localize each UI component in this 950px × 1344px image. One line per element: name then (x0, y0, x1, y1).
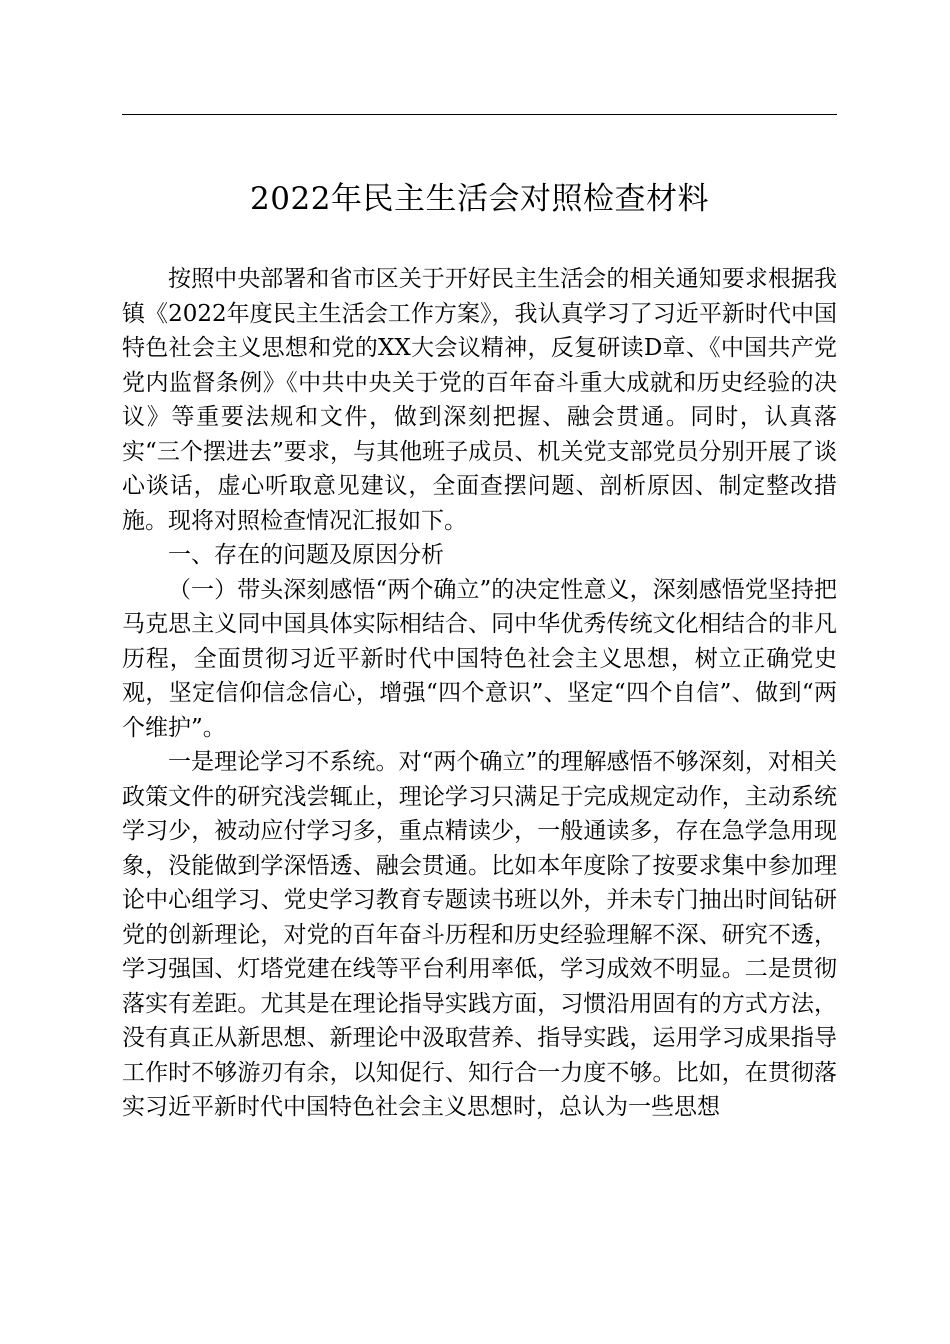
document-body (122, 262, 837, 1125)
section-heading: 一、存在的问题及原因分析 (168, 542, 444, 568)
header-rule (122, 114, 837, 115)
subsection-heading: （一）带头深刻感悟“两个确立”的决定性意义，深刻感悟党坚持把马克思主义同中国具体实际相结合、同中华优秀传统文化相结合的非凡历程，全面贯彻习近平新时代中国特色社会主义思想，树立正确党史观，坚定信仰信念信心，增强“四个意识”、坚定“四个自信”、做到“两个维护”。 (122, 576, 837, 741)
paragraph-intro: 按照中央部署和省市区关于开好民主生活会的相关通知要求根据我镇《2022年度民主生活会工作方案》，我认真学习了习近平新时代中国特色社会主义思想和党的XX大会议精神，反复研读D章、《中国共产党党内监督条例》《中共中央关于党的百年奋斗重大成就和历史经验的决议》等重要法规和文件，做到深刻把握、融会贯通。同时，认真落实“三个摆进去”要求，与其他班子成员、机关党支部党员分别开展了谈心谈话，虚心听取意见建议，全面查摆问题、剖析原因、制定整改措施。现将对照检查情况汇报如下。 (122, 266, 837, 534)
paragraph-analysis: 一是理论学习不系统。对“两个确立”的理解感悟不够深刻，对相关政策文件的研究浅尝辄止，理论学习只满足于完成规定动作，主动系统学习少，被动应付学习多，重点精读少，一般通读多，存在急学急用现象，没能做到学深悟透、融会贯通。比如本年度除了按要求集中参加理论中心组学习、党史学习教育专题读书班以外，并未专门抽出时间钻研党的创新理论，对党的百年奋斗历程和历史经验理解不深、研究不透，学习强国、灯塔党建在线等平台利用率低，学习成效不明显。二是贯彻落实有差距。尤其是在理论指导实践方面，习惯沿用固有的方式方法，没有真正从新思想、新理论中汲取营养、指导实践，运用学习成果指导工作时不够游刃有余，以知促行、知行合一力度不够。比如，在贯彻落实习近平新时代中国特色社会主义思想时，总认为一些思想 (122, 749, 837, 1120)
document-title: 2022年民主生活会对照检查材料 (250, 181, 709, 217)
